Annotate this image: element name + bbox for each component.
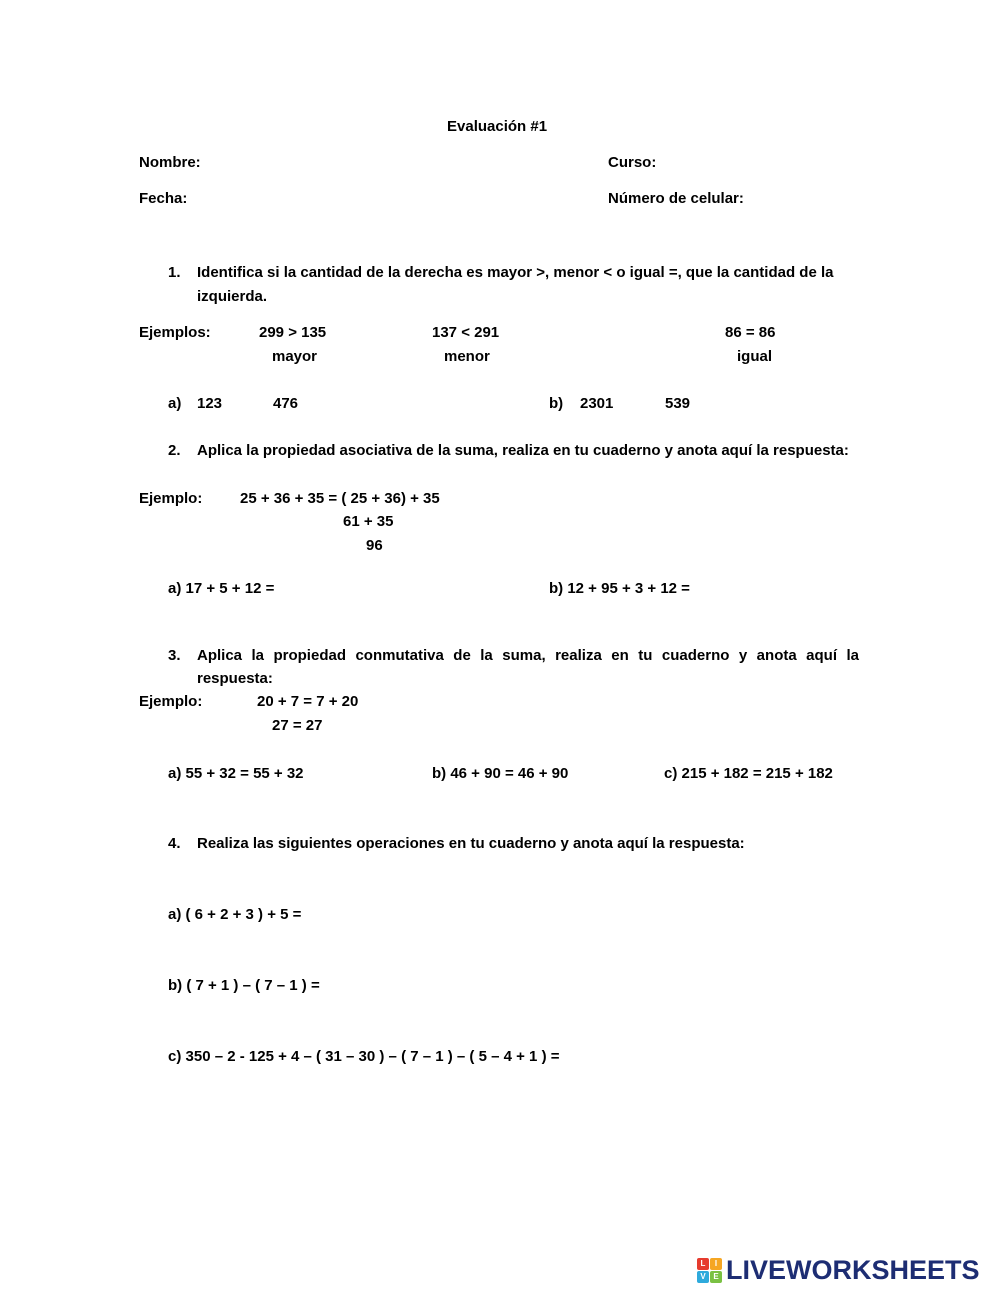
q4-text: Realiza las siguientes operaciones en tu cuaderno y anota aquí la respuesta: [197, 835, 745, 852]
q2-example-line2: 61 + 35 [343, 513, 394, 530]
q3-ejemplo-label: Ejemplo: [139, 693, 203, 710]
q1-b-right: 539 [665, 395, 691, 412]
q3-example-line2: 27 = 27 [272, 717, 323, 734]
logo-icon-square: I [710, 1258, 722, 1270]
q3-example-line1: 20 + 7 = 7 + 20 [257, 693, 359, 710]
liveworksheets-logo-text: LIVEWORKSHEETS [726, 1254, 980, 1285]
logo-icon-square: V [697, 1271, 709, 1283]
q1-example-1: 299 > 135 [259, 324, 327, 341]
q1-example-3: 86 = 86 [725, 324, 776, 341]
logo-icon-square: E [710, 1271, 722, 1283]
q4-a: a) ( 6 + 2 + 3 ) + 5 = [168, 906, 302, 923]
q2-number: 2. [168, 442, 181, 459]
q1-number: 1. [168, 264, 181, 281]
celular-label: Número de celular: [608, 190, 744, 207]
q3-c: c) 215 + 182 = 215 + 182 [664, 765, 833, 782]
worksheet-title: Evaluación #1 [447, 118, 548, 135]
q2-example-line1: 25 + 36 + 35 = ( 25 + 36) + 35 [240, 490, 440, 507]
q1-example-1-word: mayor [272, 348, 318, 365]
q4-c: c) 350 – 2 - 125 + 4 – ( 31 – 30 ) – ( 7 – 1 ) – ( 5 – 4 + 1 ) = [168, 1048, 560, 1065]
q2-b: b) 12 + 95 + 3 + 12 = [549, 580, 690, 597]
q1-b-left: 2301 [580, 395, 614, 412]
q1-ejemplos-label: Ejemplos: [139, 324, 211, 341]
q2-text: Aplica la propiedad asociativa de la suma, realiza en tu cuaderno y anota aquí la respuesta: [197, 442, 849, 459]
q3-b: b) 46 + 90 = 46 + 90 [432, 765, 569, 782]
logo-icon-square: L [697, 1258, 709, 1270]
q1-a-right: 476 [273, 395, 299, 412]
q1-a-left: 123 [197, 395, 223, 412]
liveworksheets-logo-icon [697, 1258, 722, 1283]
q3-text: Aplica la propiedad conmutativa de la suma, realiza en tu cuaderno y anota aquí la respuesta: [197, 647, 859, 687]
q2-a: a) 17 + 5 + 12 = [168, 580, 275, 597]
q1-example-2-word: menor [444, 348, 490, 365]
q2-ejemplo-label: Ejemplo: [139, 490, 203, 507]
q1-example-2: 137 < 291 [432, 324, 500, 341]
curso-label: Curso: [608, 154, 657, 171]
liveworksheets-logo [697, 1255, 980, 1285]
q1-text-line2: izquierda. [197, 288, 268, 305]
q1-a-label: a) [168, 395, 182, 412]
q1-b-label: b) [549, 395, 564, 412]
q2-example-line3: 96 [366, 537, 383, 554]
nombre-label: Nombre: [139, 154, 201, 171]
q4-number: 4. [168, 835, 181, 852]
fecha-label: Fecha: [139, 190, 188, 207]
q3-number: 3. [168, 647, 181, 664]
q4-b: b) ( 7 + 1 ) – ( 7 – 1 ) = [168, 977, 320, 994]
q1-text-line1: Identifica si la cantidad de la derecha es mayor >, menor < o igual =, que la cantidad de la [197, 264, 834, 281]
q3-a: a) 55 + 32 = 55 + 32 [168, 765, 304, 782]
q1-example-3-word: igual [737, 348, 773, 365]
